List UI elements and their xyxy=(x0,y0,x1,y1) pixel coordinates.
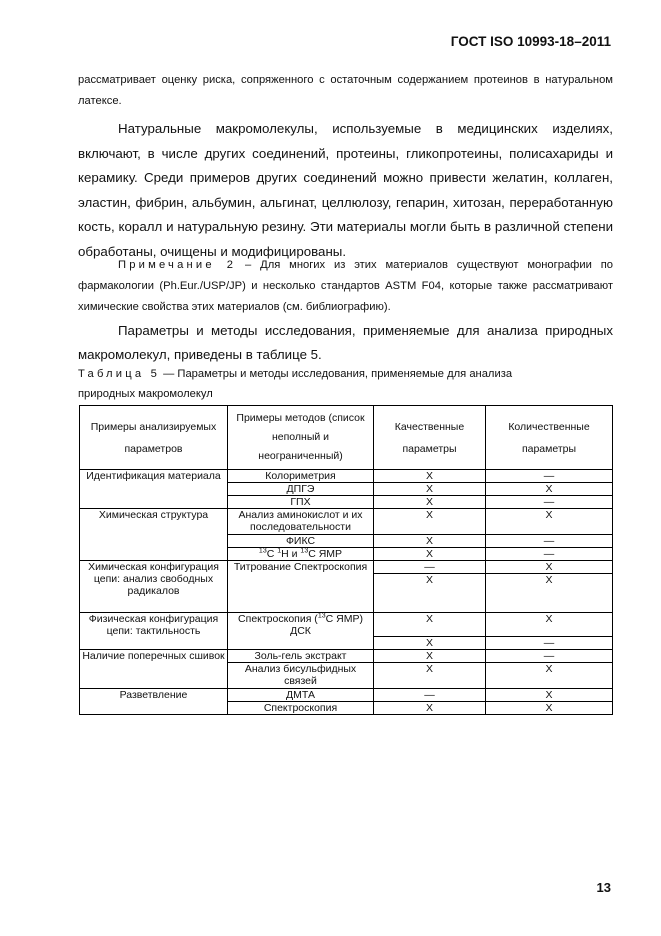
quant-cell: — xyxy=(486,470,613,483)
method-text: H и xyxy=(281,548,301,560)
table-row xyxy=(80,613,613,637)
qual-cell: X xyxy=(374,548,486,561)
method-cell: ГПХ xyxy=(228,496,374,509)
method-text: Спектроскопия ( xyxy=(238,613,318,625)
method-cell xyxy=(228,548,374,561)
method-cell: Титрование Спектроскопия xyxy=(228,561,374,613)
method-text: C xyxy=(266,548,278,560)
paragraph-continuation: рассматривает оценку риска, сопряженного с остаточным содержанием протеинов в натуральном латексе. xyxy=(78,74,613,107)
header-qualitative: Качественные параметры xyxy=(374,406,486,470)
quant-cell: X xyxy=(486,483,613,496)
note-2 xyxy=(78,255,613,318)
superscript: 13 xyxy=(317,612,326,620)
table-row xyxy=(80,561,613,574)
paragraph-table-reference: Параметры и методы исследования, применяемые для анализа природных макромолекул, приведены в таблице 5. xyxy=(78,323,613,362)
superscript: 13 xyxy=(258,547,267,555)
method-cell: Колориметрия xyxy=(228,470,374,483)
method-cell: Золь-гель экстракт xyxy=(228,650,374,663)
method-cell: Анализ аминокислот и их последовательности xyxy=(228,509,374,535)
qual-cell: X xyxy=(374,574,486,613)
qual-cell: X xyxy=(374,637,486,650)
qual-cell: X xyxy=(374,650,486,663)
method-cell: Анализ бисульфидных связей xyxy=(228,663,374,689)
param-cell: Наличие поперечных сшивок xyxy=(80,650,228,689)
method-cell xyxy=(228,613,374,650)
qual-cell: X xyxy=(374,702,486,715)
param-cell: Идентификация материала xyxy=(80,470,228,509)
quant-cell: X xyxy=(486,702,613,715)
page-number: 13 xyxy=(596,880,611,895)
header-methods-text: Примеры методов (список неполный и неограниченный) xyxy=(236,412,365,462)
qual-cell: X xyxy=(374,483,486,496)
qual-cell: X xyxy=(374,509,486,535)
qual-cell: — xyxy=(374,689,486,702)
table-row xyxy=(80,509,613,535)
method-text: C ЯМР) ДСК xyxy=(290,613,363,637)
qual-cell: X xyxy=(374,496,486,509)
param-cell: Химическая конфигурация цепи: анализ свободных радикалов xyxy=(80,561,228,613)
table-row xyxy=(80,470,613,483)
param-cell: Разветвление xyxy=(80,689,228,715)
qual-cell: X xyxy=(374,470,486,483)
table-row xyxy=(80,650,613,663)
document-number: ГОСТ ISO 10993-18–2011 xyxy=(450,34,611,49)
quant-cell: X xyxy=(486,509,613,535)
quant-cell: — xyxy=(486,650,613,663)
method-cell: Спектроскопия xyxy=(228,702,374,715)
quant-cell: X xyxy=(486,689,613,702)
param-cell: Химическая структура xyxy=(80,509,228,561)
method-cell: ДПГЭ xyxy=(228,483,374,496)
header-params: Примеры анализируемых параметров xyxy=(80,406,228,470)
table-caption-label: Таблица 5 xyxy=(78,368,160,380)
quant-cell: — xyxy=(486,548,613,561)
note-label: Примечание 2 xyxy=(118,259,237,271)
quant-cell: — xyxy=(486,496,613,509)
method-cell: ФИКС xyxy=(228,535,374,548)
parameters-methods-table xyxy=(79,405,613,715)
table-header-row xyxy=(80,406,613,470)
quant-cell: — xyxy=(486,637,613,650)
superscript: 1 xyxy=(277,547,282,555)
qual-cell: X xyxy=(374,613,486,637)
qual-cell: — xyxy=(374,561,486,574)
header-quantitative: Количественные параметры xyxy=(486,406,613,470)
quant-cell: X xyxy=(486,574,613,613)
quant-cell: — xyxy=(486,535,613,548)
quant-cell: X xyxy=(486,613,613,637)
method-cell: ДМТА xyxy=(228,689,374,702)
paragraph-natural-macromolecules: Натуральные макромолекулы, используемые в медицинских изделиях, включают, в числе других соединений, протеины, гликопротеины, полисахариды и керамику. Среди примеров других соединений можно привести желатин, коллаген, эластин, фибрин, альбумин, альгинат, целлюлозу, гепарин, хитозан, переработанную кость, коралл и натуральную резину. Эти материалы могли быть в различной степени обработаны, очищены и модифицированы. xyxy=(78,121,613,259)
table-caption-text: — Параметры и методы исследования, применяемые для анализа природных макромолекул xyxy=(78,368,513,400)
quant-cell: X xyxy=(486,561,613,574)
note-text: – Для многих из этих материалов существуют монографии по фармакологии (Ph.Eur./USP/JP) и несколько стандартов ASTM F04, которые также рассматривают химические свойства этих материалов (см. библиографию). xyxy=(78,259,613,313)
header-methods xyxy=(228,406,374,470)
superscript: 13 xyxy=(300,547,309,555)
table-caption xyxy=(78,364,558,404)
table-row xyxy=(80,689,613,702)
quant-cell: X xyxy=(486,663,613,689)
qual-cell: X xyxy=(374,663,486,689)
param-cell: Физическая конфигурация цепи: тактильность xyxy=(80,613,228,650)
qual-cell: X xyxy=(374,535,486,548)
method-text: C ЯМР xyxy=(308,548,343,560)
